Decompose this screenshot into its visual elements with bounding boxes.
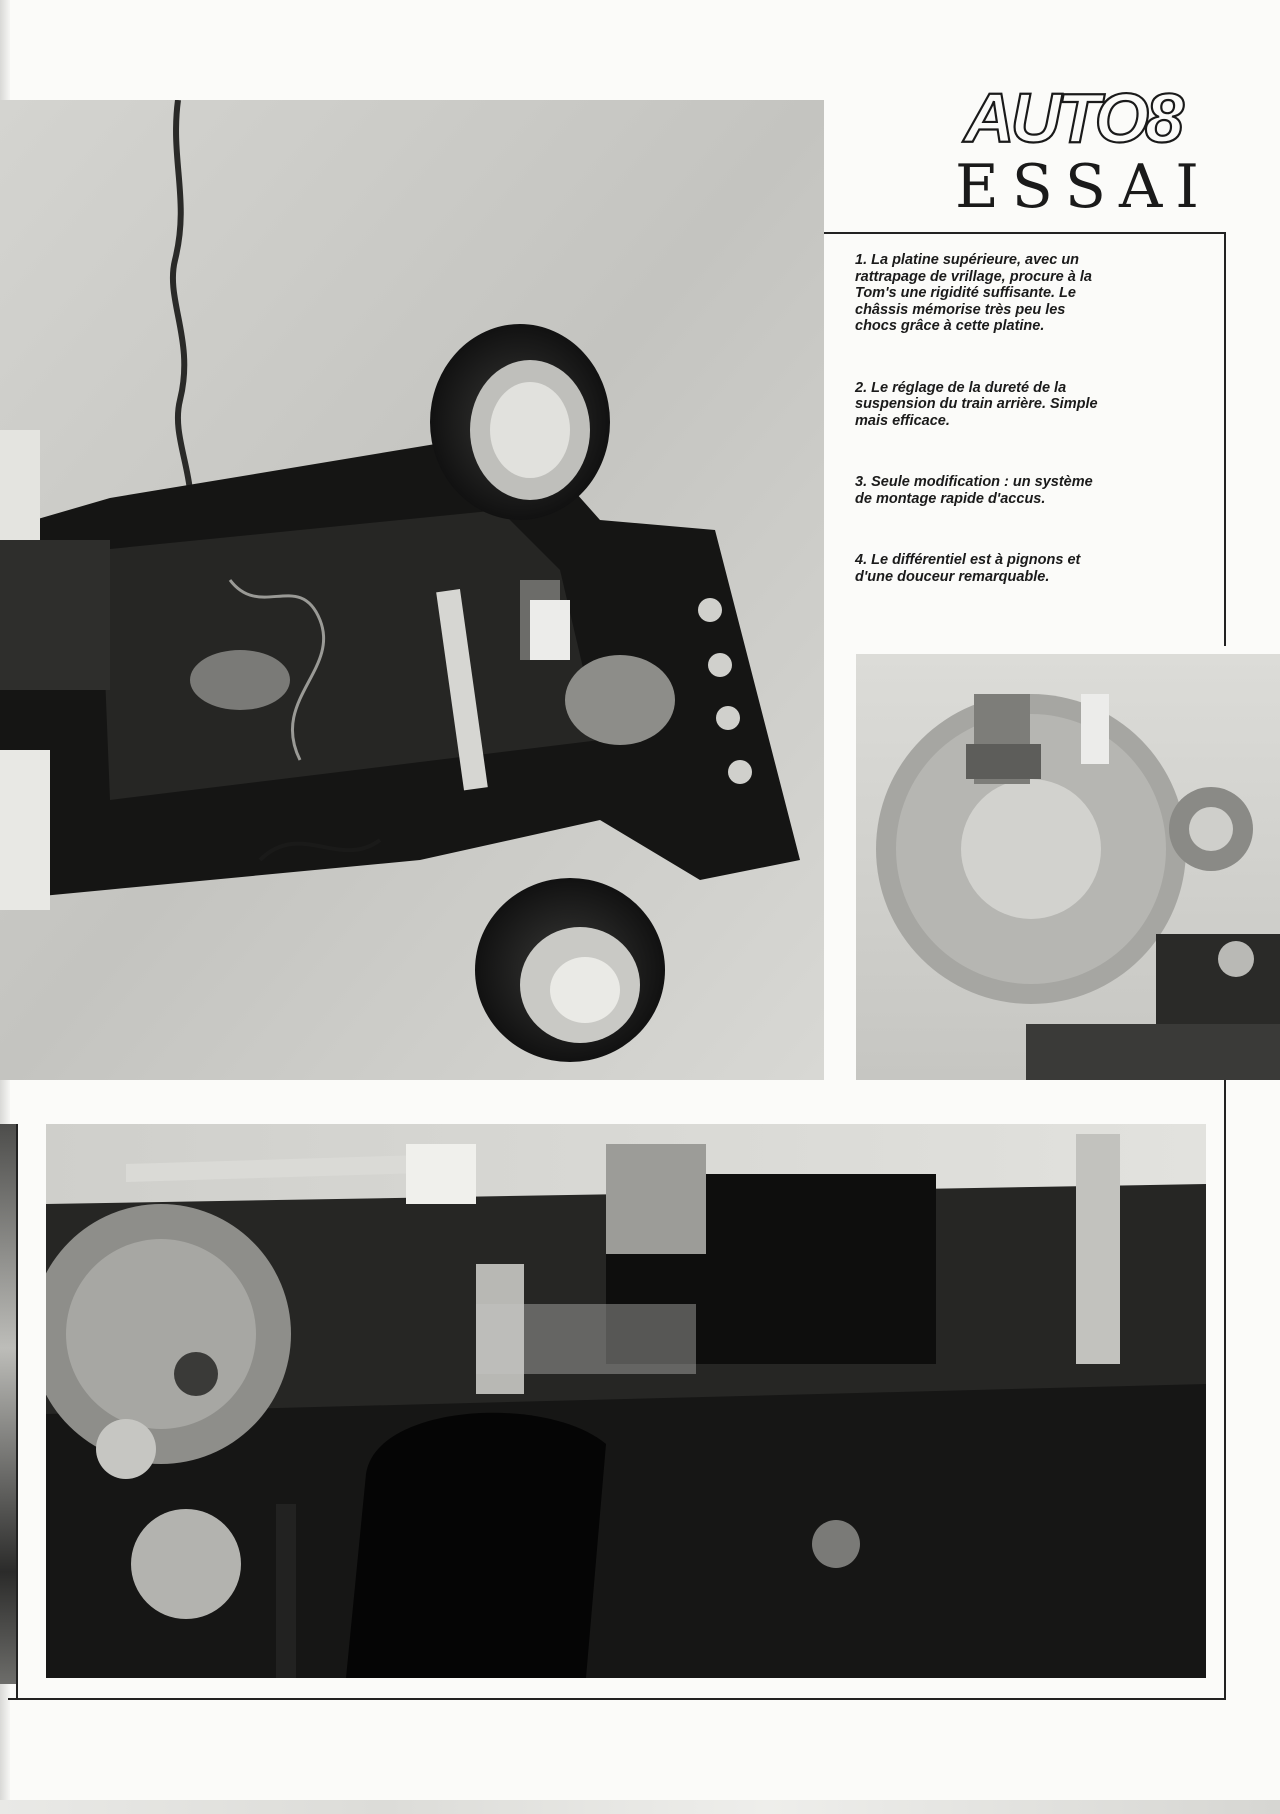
- caption-4: 4. Le différentiel est à pignons et d'une douceur remarquable.: [855, 552, 1081, 585]
- caption-list: [855, 252, 1105, 630]
- frame-rule-right-upper: [1224, 232, 1226, 646]
- auto8-logo-icon: [960, 78, 1200, 152]
- magazine-logo: [960, 78, 1200, 152]
- magazine-logo-text: AUTO8: [964, 79, 1180, 152]
- caption-3: 3. Seule modification : un système de montage rapide d'accus.: [855, 474, 1093, 507]
- photo-differential-image: [856, 654, 1280, 1080]
- photo-differential: [856, 654, 1280, 1080]
- photo-rear-suspension: [46, 1124, 1206, 1678]
- section-title: ESSAI: [955, 152, 1212, 222]
- caption-2: 2. Le réglage de la dureté de la suspension du train arrière. Simple mais efficace.: [855, 379, 1098, 429]
- photo-chassis-overview: [0, 100, 824, 1080]
- photo-rear-suspension-image: [46, 1124, 1206, 1678]
- photo-chassis-overview-image: [0, 100, 824, 1080]
- photo-edge-strip: [0, 1124, 16, 1684]
- page-bottom-edge: [0, 1800, 1280, 1814]
- frame-rule-left-lower: [16, 1124, 18, 1700]
- frame-rule-right-lower: [1224, 1080, 1226, 1700]
- frame-rule-bottom: [8, 1698, 1226, 1700]
- caption-1: 1. La platine supérieure, avec un rattrapage de vrillage, procure à la Tom's une rigidité suffisante. Le châssis mémorise très peu les chocs grâce à cette platine.: [855, 252, 1092, 334]
